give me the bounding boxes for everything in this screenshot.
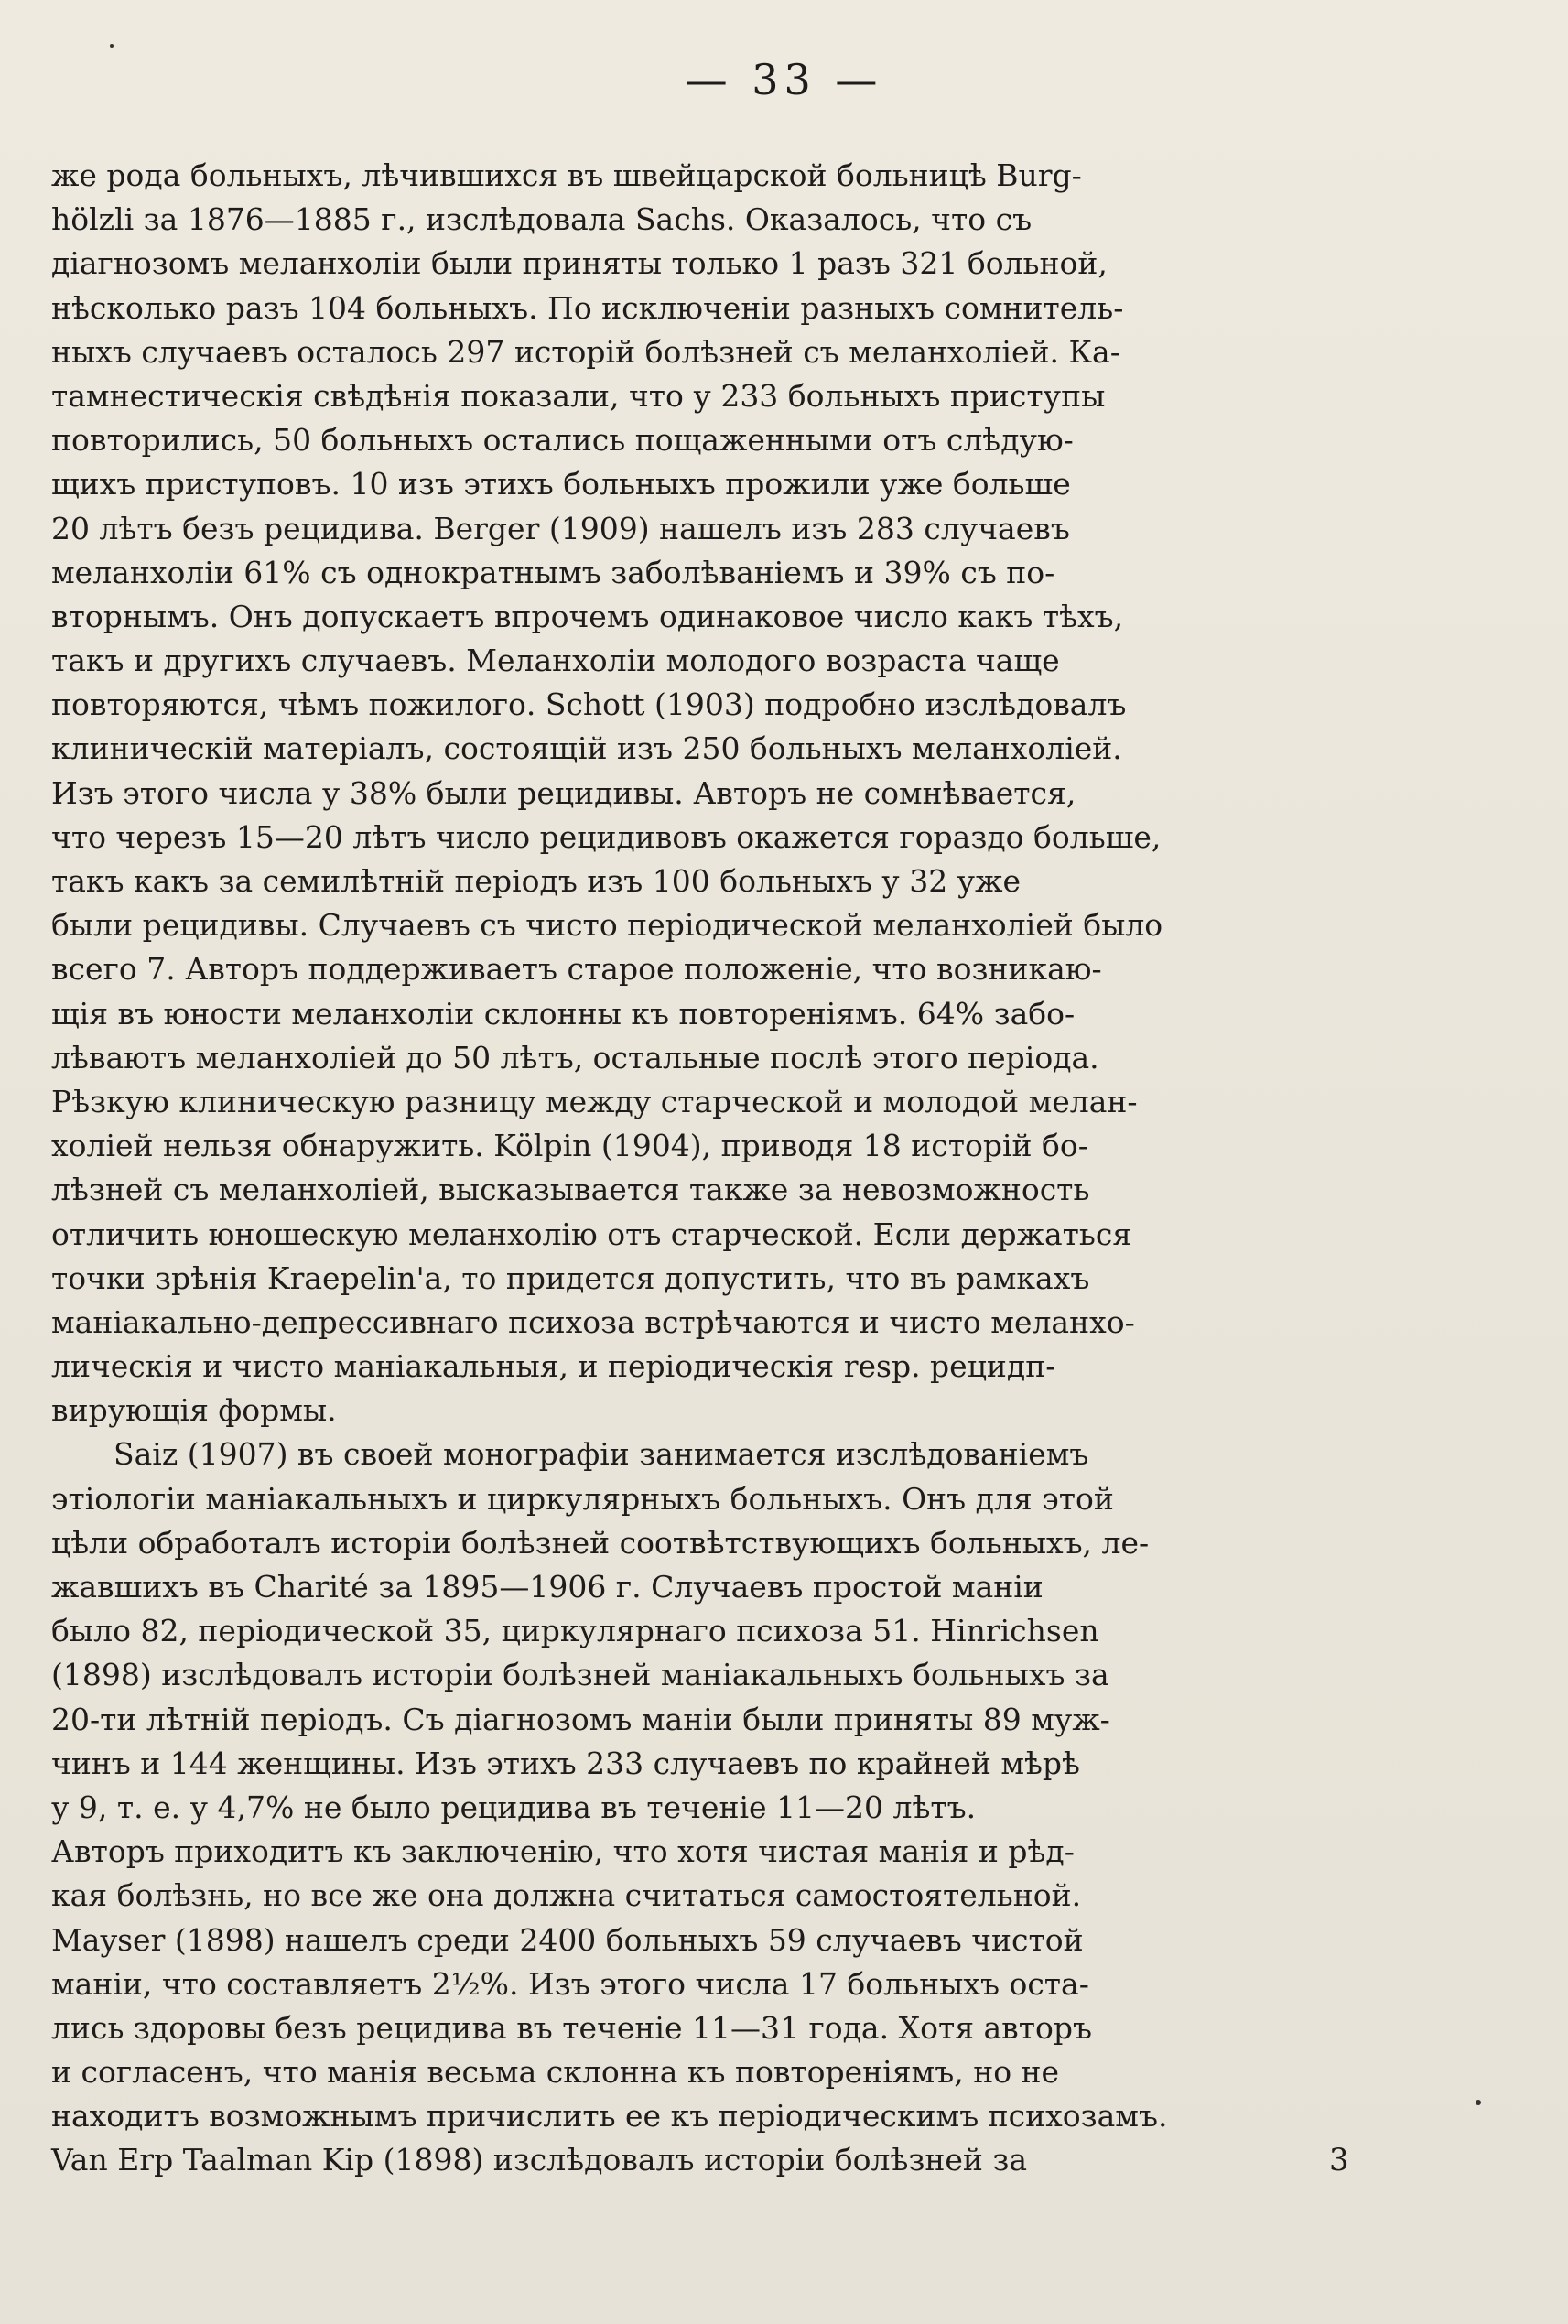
text-line: чинъ и 144 женщины. Изъ этихъ 233 случаевъ по крайней мѣрѣ bbox=[51, 1745, 1080, 1781]
text-line: лическія и чисто маніакальныя, и періодическія resp. рецидп- bbox=[51, 1348, 1056, 1385]
text-line: маніакально-депрессивнаго психоза встрѣчаются и чисто меланхо- bbox=[51, 1303, 1135, 1340]
text-line: всего 7. Авторъ поддерживаетъ старое положеніе, что возникаю- bbox=[51, 951, 1102, 988]
text-line: нѣсколько разъ 104 больныхъ. По исключеніи разныхъ сомнитель- bbox=[51, 289, 1124, 326]
text-line: были рецидивы. Случаевъ съ чисто періодической меланхоліей было bbox=[51, 907, 1163, 944]
text-line: отличить юношескую меланхолію отъ старческой. Если держаться bbox=[51, 1216, 1132, 1252]
text-line: вирующія формы. bbox=[51, 1392, 337, 1429]
text-line: этіологіи маніакальныхъ и циркулярныхъ больныхъ. Онъ для этой bbox=[51, 1480, 1114, 1517]
text-line: 20-ти лѣтній періодъ. Съ діагнозомъ маніи были приняты 89 муж- bbox=[51, 1701, 1110, 1737]
page-number: — 33 — bbox=[685, 55, 883, 104]
text-line: и согласенъ, что манія весьма склонна къ повтореніямъ, но не bbox=[51, 2054, 1060, 2091]
text-line: діагнозомъ меланхоліи были приняты только 1 разъ 321 больной, bbox=[51, 245, 1108, 282]
text-line: тамнестическія свѣдѣнія показали, что у 233 больныхъ приступы bbox=[51, 377, 1106, 414]
text-line: кая болѣзнь, но все же она должна считаться самостоятельной. bbox=[51, 1877, 1082, 1914]
text-line: hölzli за 1876—1885 г., изслѣдовала Sachs. Оказалось, что съ bbox=[51, 201, 1033, 238]
text-line: Авторъ приходитъ къ заключенію, что хотя чистая манія и рѣд- bbox=[51, 1833, 1075, 1870]
text-line: щихъ приступовъ. 10 изъ этихъ больныхъ прожили уже больше bbox=[51, 466, 1071, 503]
text-line: меланхоліи 61% съ однократнымъ заболѣваніемъ и 39% съ по- bbox=[51, 554, 1055, 590]
text-line: Изъ этого числа у 38% были рецидивы. Авторъ не сомнѣвается, bbox=[51, 774, 1076, 811]
text-line: лись здоровы безъ рецидива въ теченіе 11—31 года. Хотя авторъ bbox=[51, 2009, 1093, 2046]
text-line: точки зрѣнія Kraepelin'а, то придется допустить, что въ рамкахъ bbox=[51, 1259, 1090, 1296]
text-line: же рода больныхъ, лѣчившихся въ швейцарской больницѣ Burg- bbox=[51, 157, 1082, 193]
text-line: (1898) изслѣдовалъ исторіи болѣзней маніакальныхъ больныхъ за bbox=[51, 1657, 1109, 1693]
text-line: ныхъ случаевъ осталось 297 исторій болѣзней съ меланхоліей. Ка- bbox=[51, 333, 1120, 370]
text-line: клиническій матеріалъ, состоящій изъ 250 больныхъ меланхоліей. bbox=[51, 730, 1122, 767]
text-line: цѣли обработалъ исторіи болѣзней соотвѣтствующихъ больныхъ, ле- bbox=[51, 1524, 1150, 1561]
text-line: повторяются, чѣмъ пожилого. Schott (1903) подробно изслѣдовалъ bbox=[51, 686, 1127, 723]
text-line: вторнымъ. Онъ допускаетъ впрочемъ одинаковое число какъ тѣхъ, bbox=[51, 598, 1124, 634]
text-line: щія въ юности меланхоліи склонны къ повтореніямъ. 64% забо- bbox=[51, 995, 1076, 1032]
text-line: Van Erp Taalman Kip (1898) изслѣдовалъ исторіи болѣзней за bbox=[51, 2142, 1028, 2178]
text-line: холіей нельзя обнаружить. Kölpin (1904), приводя 18 исторій бо- bbox=[51, 1128, 1088, 1164]
printer-signature-mark: 3 bbox=[1329, 2142, 1349, 2178]
text-line: такъ и другихъ случаевъ. Меланхоліи молодого возраста чаще bbox=[51, 643, 1060, 679]
paragraph-start-line: Saiz (1907) въ своей монографіи занимается изслѣдованіемъ bbox=[114, 1436, 1089, 1473]
text-line: было 82, періодической 35, циркулярнаго психоза 51. Hinrichsen bbox=[51, 1613, 1099, 1649]
text-line: такъ какъ за семилѣтній періодъ изъ 100 больныхъ у 32 уже bbox=[51, 863, 1021, 899]
print-speck bbox=[110, 44, 114, 48]
text-line: находитъ возможнымъ причислить ее къ періодическимъ психозамъ. bbox=[51, 2098, 1168, 2135]
text-line: повторились, 50 больныхъ остались пощаженными отъ слѣдую- bbox=[51, 422, 1074, 459]
text-line: лѣваютъ меланхоліей до 50 лѣтъ, остальные послѣ этого періода. bbox=[51, 1039, 1099, 1076]
body-text bbox=[51, 154, 1443, 2183]
text-line: лѣзней съ меланхоліей, высказывается также за невозможность bbox=[51, 1172, 1090, 1208]
text-line: маніи, что составляетъ 2½%. Изъ этого числа 17 больныхъ оста- bbox=[51, 1965, 1089, 2002]
text-line: у 9, т. е. у 4,7% не было рецидива въ теченіе 11—20 лѣтъ. bbox=[51, 1789, 977, 1825]
text-line: Рѣзкую клиническую разницу между старческой и молодой мелан- bbox=[51, 1083, 1138, 1119]
text-line: жавшихъ въ Charité за 1895—1906 г. Случаевъ простой маніи bbox=[51, 1569, 1044, 1605]
print-speck bbox=[1476, 2100, 1481, 2105]
text-line: 20 лѣтъ безъ рецидива. Berger (1909) нашелъ изъ 283 случаевъ bbox=[51, 510, 1070, 546]
text-line: что черезъ 15—20 лѣтъ число рецидивовъ окажется гораздо больше, bbox=[51, 818, 1162, 855]
text-line: Mayser (1898) нашелъ среди 2400 больныхъ 59 случаевъ чистой bbox=[51, 1921, 1084, 1958]
